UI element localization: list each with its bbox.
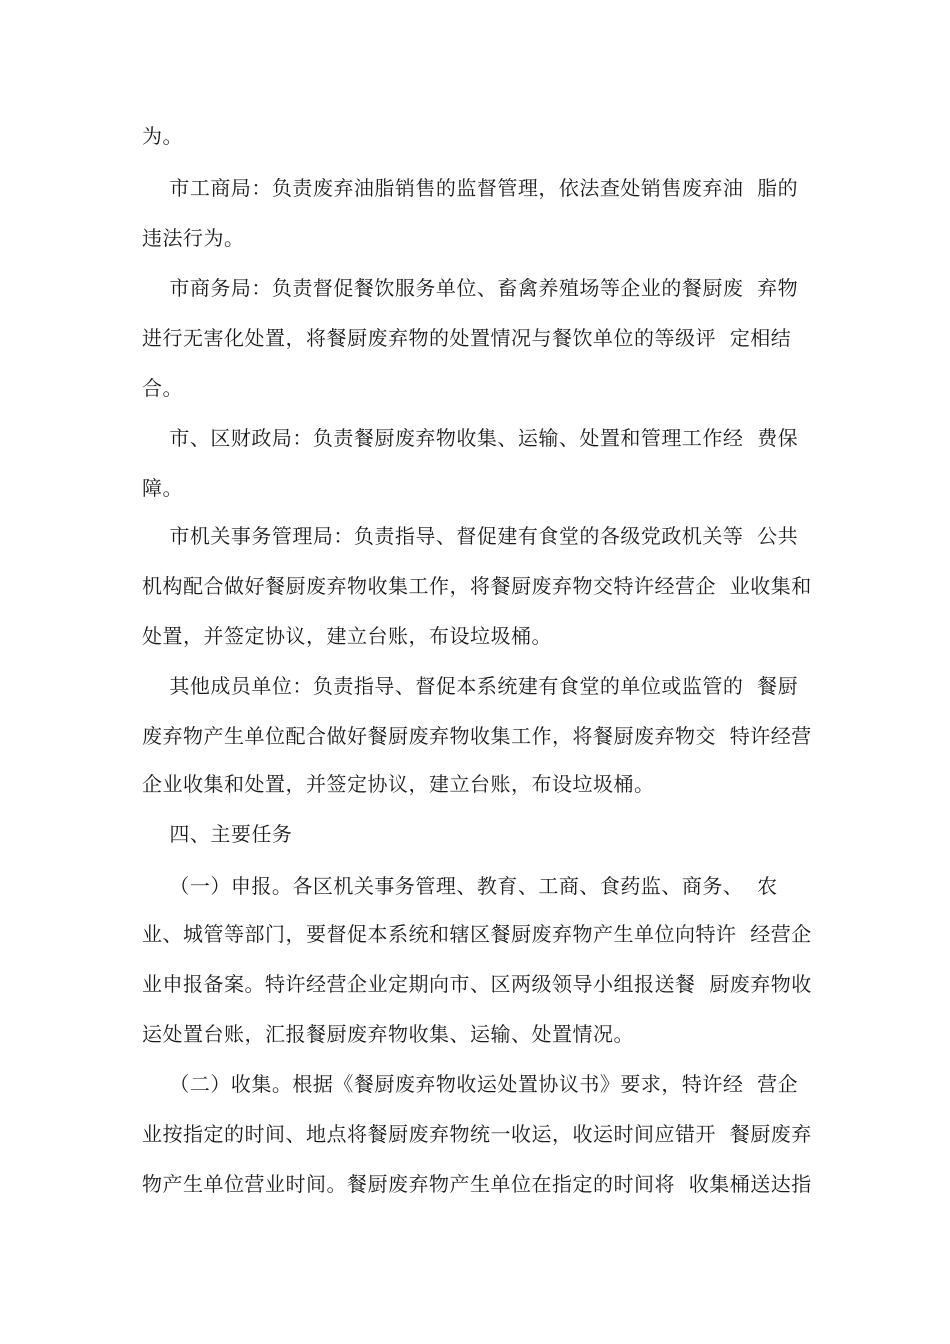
text-line: 障。 <box>142 476 183 500</box>
text-line: 为。 <box>142 124 183 148</box>
text-line: 企业收集和处置，并签定协议，建立台账，布设垃圾桶。 <box>142 772 655 796</box>
text-line: 运处置台账，汇报餐厨废弃物收集、运输、处置情况。 <box>142 1022 634 1046</box>
text-line: 市机关事务管理局：负责指导、督促建有食堂的各级党政机关等 公共 <box>142 524 799 548</box>
text-line: 市、区财政局：负责餐厨废弃物收集、运输、处置和管理工作经 费保 <box>142 426 799 450</box>
text-line: 市商务局：负责督促餐饮服务单位、畜禽养殖场等企业的餐厨废 弃物 <box>142 276 799 300</box>
text-line: 进行无害化处置，将餐厨废弃物的处置情况与餐饮单位的等级评 定相结 <box>142 326 792 350</box>
section-heading: 四、主要任务 <box>142 822 293 846</box>
text-line: 物产生单位营业时间。餐厨废弃物产生单位在指定的时间将 收集桶送达指 <box>142 1172 812 1196</box>
text-line: 业、城管等部门，要督促本系统和辖区餐厨废弃物产生单位向特许 经营企 <box>142 922 812 946</box>
text-line: 合。 <box>142 376 183 400</box>
text-line: 废弃物产生单位配合做好餐厨废弃物收集工作，将餐厨废弃物交 特许经营 <box>142 724 812 748</box>
text-line: 处置，并签定协议，建立台账，布设垃圾桶。 <box>142 624 552 648</box>
text-line: 其他成员单位：负责指导、督促本系统建有食堂的单位或监管的 餐厨 <box>142 674 799 698</box>
text-line: 市工商局：负责废弃油脂销售的监督管理，依法查处销售废弃油 脂的 <box>142 176 799 200</box>
text-line: （一）申报。各区机关事务管理、教育、工商、食药监、商务、 农 <box>142 874 778 898</box>
text-line: （二）收集。根据《餐厨废弃物收运处置协议书》要求，特许经 营企 <box>142 1072 799 1096</box>
text-line: 业按指定的时间、地点将餐厨废弃物统一收运，收运时间应错开 餐厨废弃 <box>142 1122 812 1146</box>
text-line: 业申报备案。特许经营企业定期向市、区两级领导小组报送餐 厨废弃物收 <box>142 972 812 996</box>
text-line: 机构配合做好餐厨废弃物收集工作，将餐厨废弃物交特许经营企 业收集和 <box>142 574 812 598</box>
text-line: 违法行为。 <box>142 226 245 250</box>
